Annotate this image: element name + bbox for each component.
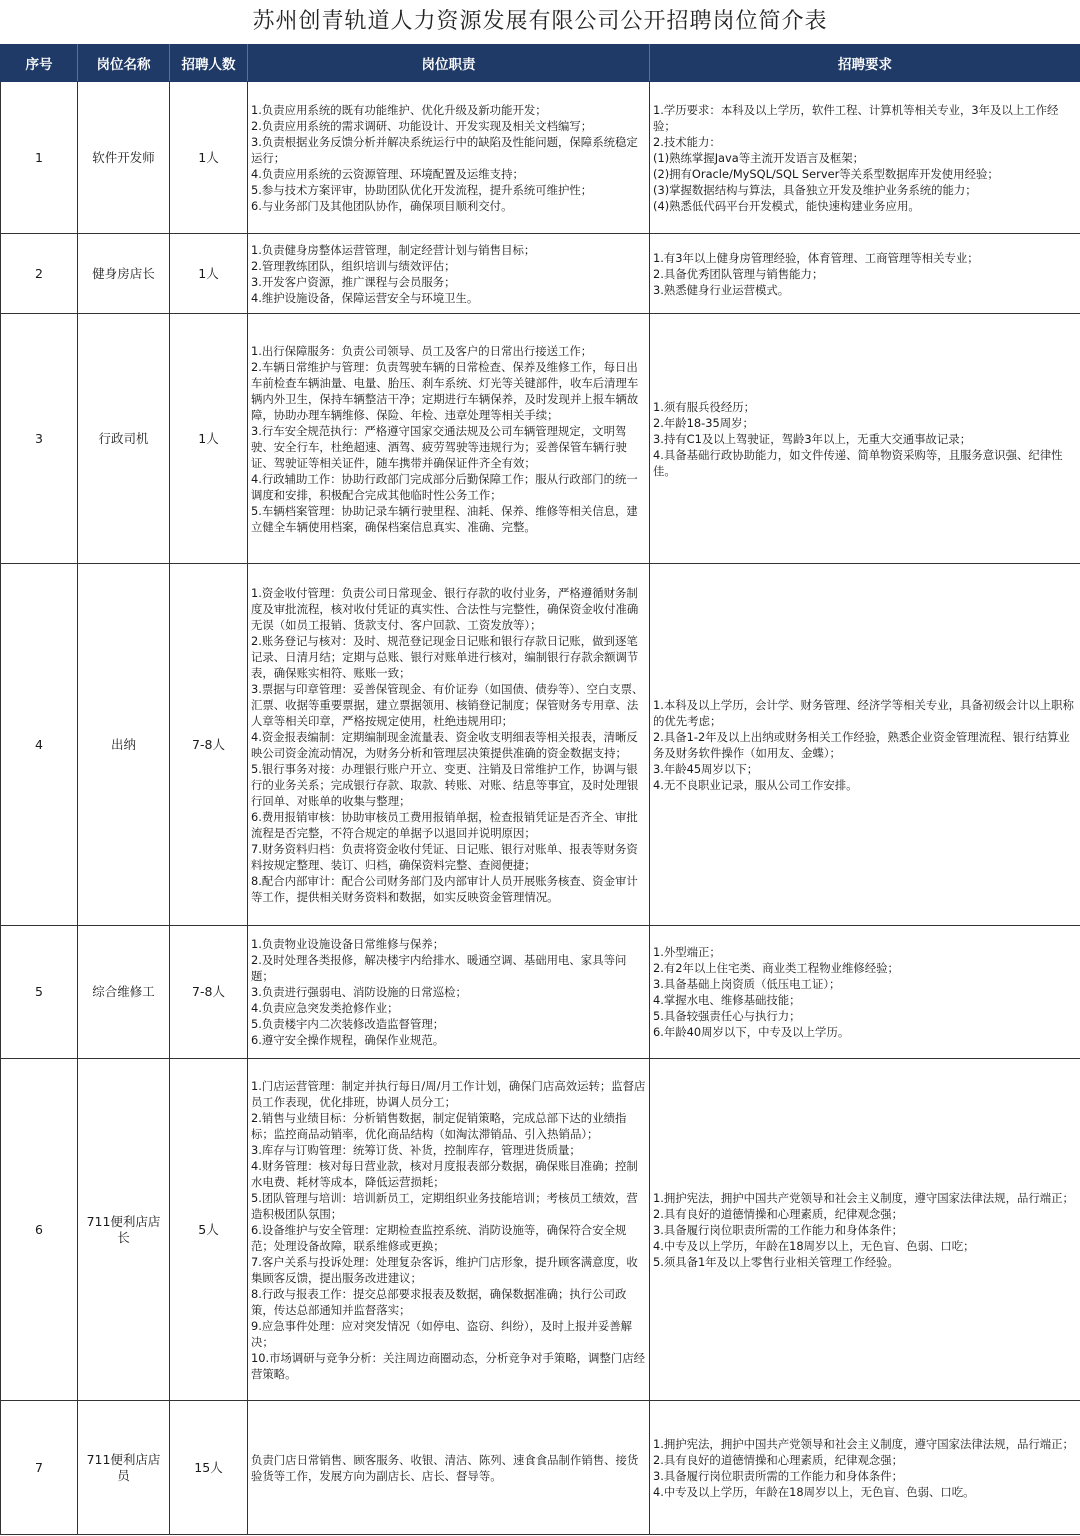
position-name: 综合维修工 [78, 926, 170, 1059]
duty-line: 1.门店运营管理：制定并执行每日/周/月工作计划，确保门店高效运转；监督店员工作表现，优化排班，协调人员分工； [251, 1078, 646, 1109]
duty-line: 5.银行事务对接：办理银行账户开立、变更、注销及日常维护工作，协调与银行的业务关系；完成银行存款、取款、转账、对账、结息等事宜，及时处理银行回单、对账单的收集与整理； [251, 761, 639, 808]
duty-line: 3.票据与印章管理：妥善保管现金、有价证券（如国债、债券等）、空白支票、汇票、收据等重要票据，建立票据领用、核销登记制度；保管财务专用章、法人章等相关印章，严格按规定使用，杜绝违规用印； [251, 681, 644, 728]
hire-count: 1人 [170, 314, 248, 564]
hire-count: 1人 [170, 234, 248, 314]
header-row [1, 45, 1080, 82]
header-duties: 岗位职责 [248, 45, 650, 82]
row-number: 6 [1, 1059, 78, 1401]
position-name: 行政司机 [78, 314, 170, 564]
duty-line: 3.库存与订购管理：统筹订货、补货，控制库存，管理进货质量； [251, 1142, 581, 1157]
requirement-line: 3.年龄45周岁以下； [653, 761, 759, 776]
requirement-line: 1.须有服兵役经历； [653, 399, 755, 414]
table-row [1, 926, 1080, 1059]
duties-cell [248, 82, 650, 234]
page-title: 苏州创青轨道人力资源发展有限公司公开招聘岗位简介表 [252, 9, 828, 34]
requirement-line: 2.技术能力： [653, 134, 721, 149]
duty-line: 1.负责应用系统的既有功能维护、优化升级及新功能开发； [251, 102, 547, 117]
requirement-line: 3.具备履行岗位职责所需的工作能力和身体条件； [653, 1222, 904, 1237]
requirement-line: 1.外型端正； [653, 945, 721, 959]
requirements-cell [650, 234, 1080, 314]
duty-line: 6.遵守安全操作规程，确保作业规范。 [251, 1033, 445, 1047]
duty-line: 4.负责应用系统的云资源管理、环境配置及运维支持； [251, 166, 524, 181]
requirement-line: 1.有3年以上健身房管理经验，体育管理、工商管理等相关专业； [653, 250, 979, 265]
duty-line: 4.行政辅助工作：协助行政部门完成部分后勤保障工作；服从行政部门的统一调度和安排，积极配合完成其他临时性公务工作； [251, 471, 638, 502]
duty-line: 负责门店日常销售、顾客服务、收银、清洁、陈列、速食食品制作销售、接货验货等工作，发展方向为副店长、店长、督导等。 [251, 1452, 639, 1483]
requirement-line: 4.无不良职业记录，服从公司工作安排。 [653, 777, 858, 792]
duties-cell [248, 234, 650, 314]
duty-line: 2.销售与业绩目标：分析销售数据，制定促销策略，完成总部下达的业绩指标；监控商品动销率，优化商品结构（如淘汰滞销品、引入热销品）； [251, 1110, 627, 1141]
position-name: 出纳 [78, 564, 170, 926]
hire-count: 7-8人 [170, 564, 248, 926]
duty-line: 9.应急事件处理：应对突发情况（如停电、盗窃、纠纷），及时上报并妥善解决； [251, 1318, 633, 1349]
duty-line: 5.车辆档案管理：协助记录车辆行驶里程、油耗、保养、维修等相关信息，建立健全车辆使用档案，确保档案信息真实、准确、完整。 [251, 503, 638, 534]
requirements-cell [650, 1059, 1080, 1401]
duty-line: 4.资金报表编制：定期编制现金流量表、资金收支明细表等相关报表，清晰反映公司资金流动情况，为财务分析和管理层决策提供准确的资金数据支持； [251, 729, 638, 760]
duty-line: 3.负责根据业务反馈分析并解决系统运行中的缺陷及性能问题，保障系统稳定运行； [251, 134, 638, 165]
position-name: 711便利店店员 [78, 1401, 170, 1535]
duty-line: 10.市场调研与竞争分析：关注周边商圈动态，分析竞争对手策略，调整门店经营策略。 [251, 1350, 646, 1381]
requirement-line: 2.有2年以上住宅类、商业类工程物业维修经验； [653, 961, 899, 975]
table-row [1, 1401, 1080, 1535]
requirement-line: (2)拥有Oracle/MySQL/SQL Server等关系型数据库开发使用经验； [653, 166, 999, 181]
duty-line: 6.与业务部门及其他团队协作，确保项目顺利交付。 [251, 198, 513, 213]
row-number: 5 [1, 926, 78, 1059]
hire-count: 5人 [170, 1059, 248, 1401]
requirement-line: 2.具备1-2年及以上出纳或财务相关工作经验，熟悉企业资金管理流程、银行结算业务及财务软件操作（如用友、金蝶）； [653, 729, 1070, 760]
duty-line: 5.参与技术方案评审，协助团队优化开发流程，提升系统可维护性； [251, 182, 593, 197]
table-row [1, 234, 1080, 314]
requirement-line: 2.具有良好的道德情操和心理素质，纪律观念强； [653, 1452, 904, 1467]
header-no: 序号 [1, 45, 78, 82]
requirement-line: 1.学历要求：本科及以上学历，软件工程、计算机等相关专业，3年及以上工作经验； [653, 102, 1059, 133]
duty-line: 3.开发客户资源，推广课程与会员服务； [251, 274, 456, 289]
duty-line: 8.配合内部审计：配合公司财务部门及内部审计人员开展账务核查、资金审计等工作，提供相关财务资料和数据，如实反映资金管理情况。 [251, 873, 638, 904]
requirement-line: 3.具备基础上岗资质（低压电工证）； [653, 977, 841, 991]
table-body [1, 82, 1080, 1535]
requirement-line: 2.具有良好的道德情操和心理素质，纪律观念强； [653, 1206, 904, 1221]
requirements-cell [650, 926, 1080, 1059]
requirement-line: 3.持有C1及以上驾驶证，驾龄3年以上，无重大交通事故记录； [653, 431, 972, 446]
job-table [0, 44, 1080, 1535]
duty-line: 8.行政与报表工作：提交总部要求报表及数据，确保数据准确；执行公司政策，传达总部通知并监督落实； [251, 1286, 627, 1317]
requirements-cell [650, 1401, 1080, 1535]
row-number: 7 [1, 1401, 78, 1535]
duty-line: 2.账务登记与核对：及时、规范登记现金日记账和银行存款日记账，做到逐笔记录、日清月结；定期与总账、银行对账单进行核对，编制银行存款余额调节表，确保账实相符、账账一致； [251, 633, 639, 680]
duty-line: 3.行车安全规范执行：严格遵守国家交通法规及公司车辆管理规定，文明驾驶、安全行车，杜绝超速、酒驾、疲劳驾驶等违规行为；妥善保管车辆行驶证、驾驶证等相关证件，随车携带并确保证件齐全有效； [251, 423, 627, 470]
requirement-line: 5.须具备1年及以上零售行业相关管理工作经验。 [653, 1254, 899, 1269]
header-requirements: 招聘要求 [650, 45, 1080, 82]
hire-count: 1人 [170, 82, 248, 234]
duties-cell [248, 1059, 650, 1401]
position-name: 711便利店店长 [78, 1059, 170, 1401]
duty-line: 5.负责楼宇内二次装修改造监督管理； [251, 1017, 445, 1031]
duty-line: 6.设备维护与安全管理：定期检查监控系统、消防设施等，确保符合安全规范；处理设备故障，联系维修或更换； [251, 1222, 627, 1253]
requirements-cell [650, 82, 1080, 234]
duties-cell [248, 314, 650, 564]
requirement-line: 4.具备基础行政协助能力，如文件传递、简单物资采购等，且服务意识强、纪律性佳。 [653, 447, 1063, 478]
duty-line: 1.负责物业设施设备日常维修与保养； [251, 937, 445, 951]
duty-line: 1.资金收付管理：负责公司日常现金、银行存款的收付业务，严格遵循财务制度及审批流程，核对收付凭证的真实性、合法性与完整性，确保资金收付准确无误（如员工报销、货款支付、客户回款、工资发放等）； [251, 585, 639, 632]
requirement-line: 2.具备优秀团队管理与销售能力； [653, 266, 824, 281]
table-row [1, 82, 1080, 234]
requirement-line: 3.熟悉健身行业运营模式。 [653, 282, 790, 297]
duty-line: 4.财务管理：核对每日营业款，核对月度报表部分数据，确保账目准确；控制水电费、耗材等成本，降低运营损耗； [251, 1158, 638, 1189]
requirements-cell [650, 564, 1080, 926]
table-row [1, 314, 1080, 564]
requirement-line: 5.具备较强责任心与执行力； [653, 1009, 801, 1023]
duty-line: 1.负责健身房整体运营管理，制定经营计划与销售目标； [251, 242, 536, 257]
position-name: 健身房店长 [78, 234, 170, 314]
requirement-line: 1.拥护宪法，拥护中国共产党领导和社会主义制度，遵守国家法律法规，品行端正； [653, 1436, 1074, 1451]
requirement-line: (1)熟练掌握Java等主流开发语言及框架； [653, 150, 865, 165]
position-name: 软件开发师 [78, 82, 170, 234]
duty-line: 5.团队管理与培训：培训新员工，定期组织业务技能培训；考核员工绩效，营造积极团队氛围； [251, 1190, 638, 1221]
header-count: 招聘人数 [170, 45, 248, 82]
requirement-line: (3)掌握数据结构与算法，具备独立开发及维护业务系统的能力； [653, 182, 977, 197]
duty-line: 7.财务资料归档：负责将资金收付凭证、日记账、银行对账单、报表等财务资料按规定整理、装订、归档，确保资料完整、查阅便捷； [251, 841, 638, 872]
duty-line: 2.管理教练团队，组织培训与绩效评估； [251, 258, 456, 273]
requirement-line: 1.拥护宪法，拥护中国共产党领导和社会主义制度，遵守国家法律法规，品行端正； [653, 1190, 1074, 1205]
duty-line: 1.出行保障服务：负责公司领导、员工及客户的日常出行接送工作； [251, 343, 593, 358]
duty-line: 2.负责应用系统的需求调研、功能设计、开发实现及相关文档编写； [251, 118, 593, 133]
duties-cell [248, 564, 650, 926]
requirement-line: (4)熟悉低代码平台开发模式，能快速构建业务应用。 [653, 198, 920, 213]
row-number: 3 [1, 314, 78, 564]
duty-line: 4.维护设施设备，保障运营安全与环境卫生。 [251, 290, 479, 305]
requirement-line: 4.掌握水电、维修基础技能； [653, 993, 801, 1007]
requirement-line: 4.中专及以上学历，年龄在18周岁以上，无色盲、色弱、口吃。 [653, 1484, 975, 1499]
duty-line: 7.客户关系与投诉处理：处理复杂客诉，维护门店形象，提升顾客满意度，收集顾客反馈，提出服务改进建议； [251, 1254, 638, 1285]
table-row [1, 1059, 1080, 1401]
requirement-line: 4.中专及以上学历，年龄在18周岁以上，无色盲、色弱、口吃； [653, 1238, 975, 1253]
duty-line: 3.负责进行强弱电、消防设施的日常巡检； [251, 985, 467, 999]
requirement-line: 3.具备履行岗位职责所需的工作能力和身体条件； [653, 1468, 904, 1483]
row-number: 4 [1, 564, 78, 926]
duties-cell [248, 926, 650, 1059]
header-position: 岗位名称 [78, 45, 170, 82]
duty-line: 4.负责应急突发类抢修作业； [251, 1001, 399, 1015]
row-number: 1 [1, 82, 78, 234]
duty-line: 2.及时处理各类报修，解决楼宇内给排水、暖通空调、基础用电、家具等问题； [251, 953, 627, 983]
requirement-line: 2.年龄18-35周岁； [653, 415, 754, 430]
hire-count: 7-8人 [170, 926, 248, 1059]
requirements-cell [650, 314, 1080, 564]
row-number: 2 [1, 234, 78, 314]
duties-cell [248, 1401, 650, 1535]
requirement-line: 6.年龄40周岁以下，中专及以上学历。 [653, 1025, 850, 1039]
hire-count: 15人 [170, 1401, 248, 1535]
table-row [1, 564, 1080, 926]
requirement-line: 1.本科及以上学历，会计学、财务管理、经济学等相关专业，具备初级会计以上职称的优先考虑； [653, 697, 1074, 728]
duty-line: 2.车辆日常维护与管理：负责驾驶车辆的日常检查、保养及维修工作，每日出车前检查车辆油量、电量、胎压、刹车系统、灯光等关键部件，收车后清理车辆内外卫生，保持车辆整洁干净；定期进行车辆保养，及时发现并上报车辆故障，协助办理车辆维修、保险、年检、违章处理等相关手续； [251, 359, 639, 422]
duty-line: 6.费用报销审核：协助审核员工费用报销单据，检查报销凭证是否齐全、审批流程是否完整，不符合规定的单据予以退回并说明原因； [251, 809, 638, 840]
